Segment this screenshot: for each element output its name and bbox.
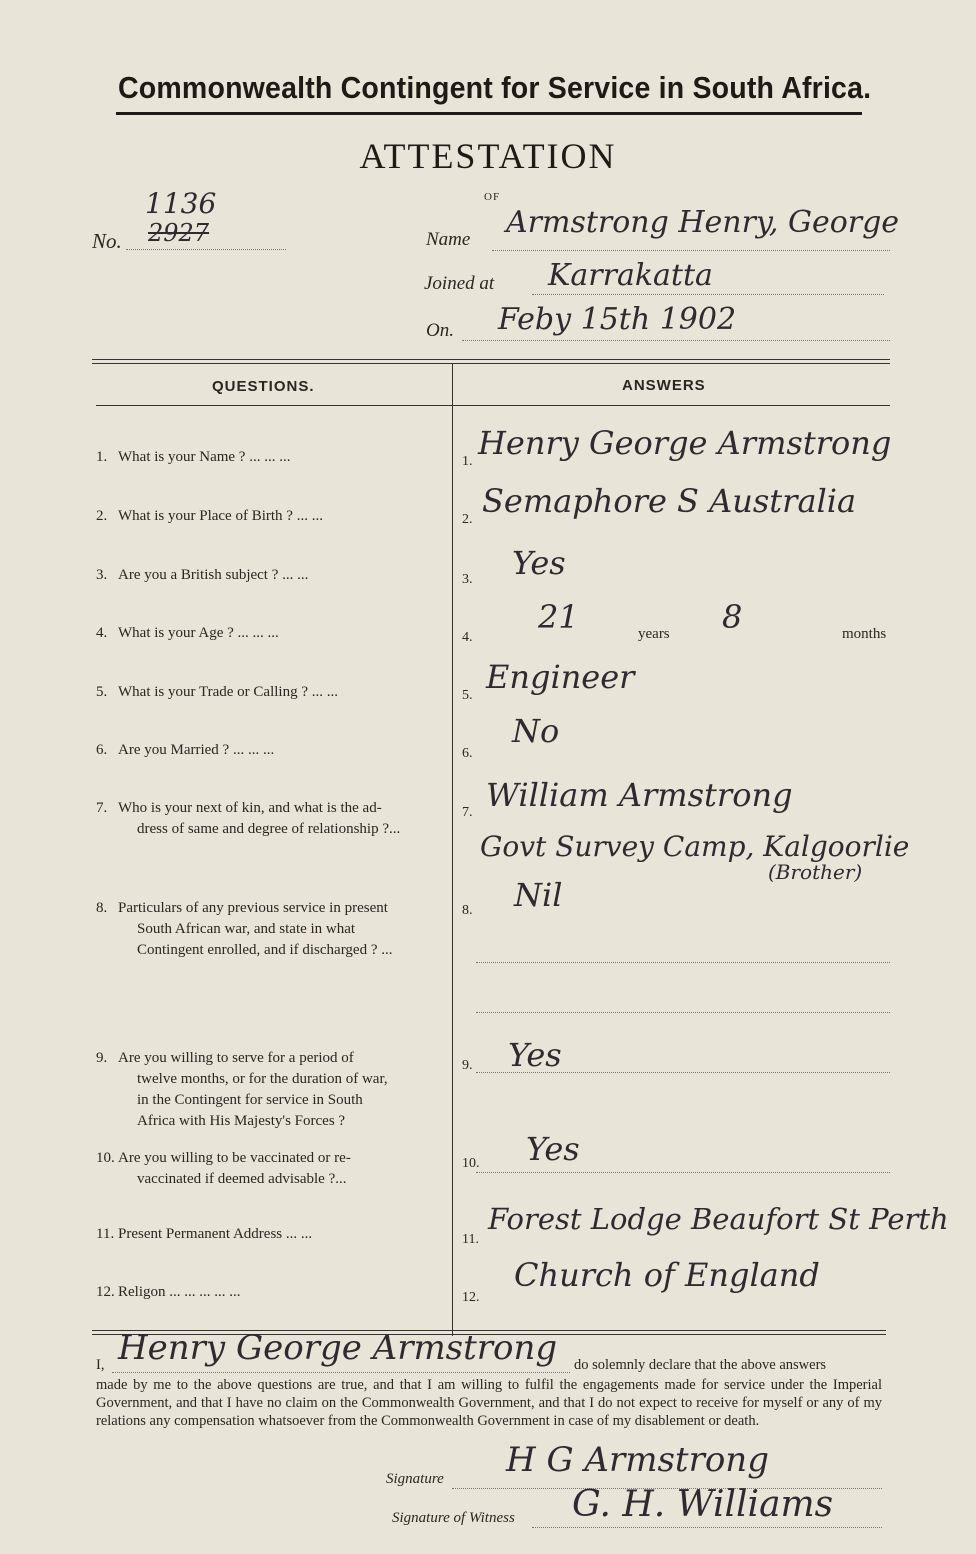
answer-value: Engineer (486, 658, 635, 696)
header-underline (116, 112, 862, 115)
answer-value-line2: Govt Survey Camp, Kalgoorlie (480, 830, 910, 863)
name-value: Armstrong Henry, George (506, 205, 900, 240)
answer-blank-line (476, 962, 890, 963)
question-number: 7. (96, 800, 108, 816)
question-number: 5. (96, 684, 108, 700)
table-top-rule (92, 359, 890, 360)
answer-value: Henry George Armstrong (478, 424, 892, 462)
signature-label: Signature (386, 1471, 444, 1487)
question-row (96, 623, 448, 644)
question-row (96, 898, 448, 961)
question-text: Are you willing to be vaccinated or re- (118, 1150, 351, 1166)
answer-number: 1. (462, 454, 473, 469)
answer-number: 4. (462, 630, 473, 645)
joined-label: Joined at (424, 273, 495, 294)
question-text: What is your Place of Birth ? ... ... (118, 508, 323, 524)
question-text: What is your Trade or Calling ? ... ... (118, 684, 338, 700)
answer-value: Yes (512, 544, 566, 582)
answer-blank-line (476, 1012, 890, 1013)
question-row (96, 1282, 448, 1303)
signature-value: H G Armstrong (506, 1440, 769, 1480)
question-text-cont: South African war, and state in what (137, 921, 356, 937)
answer-number: 3. (462, 572, 473, 587)
answers-header: ANSWERS (622, 377, 706, 394)
question-number: 4. (96, 625, 108, 641)
question-text: Religon ... ... ... ... ... (118, 1284, 241, 1300)
question-row (96, 565, 448, 586)
on-line (462, 340, 890, 341)
table-header-rule (96, 405, 890, 406)
question-number: 8. (96, 900, 108, 916)
question-number: 10. (96, 1150, 115, 1166)
question-row (96, 506, 448, 527)
answer-number: 9. (462, 1058, 473, 1073)
number-line (126, 249, 286, 250)
answer-blank-line (476, 1172, 890, 1173)
age-years-value: 21 (538, 598, 579, 636)
answer-number: 6. (462, 746, 473, 761)
of-label: OF (484, 191, 501, 203)
name-label: Name (426, 229, 471, 250)
answer-value: Nil (514, 876, 563, 914)
name-line (492, 250, 890, 251)
number-original-struck: 2927 (148, 219, 210, 247)
on-label: On. (426, 320, 454, 341)
table-top-rule-2 (92, 363, 890, 364)
joined-value: Karrakatta (548, 258, 713, 293)
question-text-cont: vaccinated if deemed advisable ?... (137, 1171, 347, 1187)
answer-value: Semaphore S Australia (482, 482, 857, 520)
question-number: 2. (96, 508, 108, 524)
question-text-cont: Contingent enrolled, and if discharged ? ... (137, 942, 393, 958)
table-divider (452, 364, 453, 1336)
declaration-tail: do solemnly declare that the above answers (574, 1357, 827, 1373)
answer-number: 5. (462, 688, 473, 703)
question-row (96, 682, 448, 703)
question-row (96, 447, 448, 468)
question-number: 11. (96, 1226, 115, 1242)
question-number: 1. (96, 449, 108, 465)
answer-number: 8. (462, 903, 473, 918)
answer-blank-line (476, 1072, 890, 1073)
number-label: No. (92, 229, 122, 253)
question-text: Particulars of any previous service in present (118, 900, 388, 916)
witness-label: Signature of Witness (392, 1510, 515, 1526)
answer-value: Church of England (514, 1256, 820, 1294)
question-number: 9. (96, 1050, 108, 1066)
question-text-cont: Africa with His Majesty's Forces ? (137, 1113, 346, 1129)
questions-header: QUESTIONS. (212, 378, 315, 395)
question-row (96, 1224, 448, 1245)
answer-value-line3: (Brother) (768, 860, 863, 884)
question-row (96, 740, 448, 761)
question-text: Are you willing to serve for a period of (118, 1050, 354, 1066)
answer-number: 2. (462, 512, 473, 527)
witness-signature-value: G. H. Williams (572, 1484, 834, 1525)
question-text: Are you a British subject ? ... ... (118, 567, 309, 583)
joined-line (532, 294, 884, 295)
question-text-cont: twelve months, or for the duration of war, (137, 1071, 388, 1087)
question-text: What is your Name ? ... ... ... (118, 449, 291, 465)
answer-value: No (512, 712, 560, 750)
question-row (96, 1148, 448, 1190)
answer-value: Forest Lodge Beaufort St Perth (488, 1202, 949, 1236)
form-subtitle: ATTESTATION (359, 136, 617, 176)
question-text-cont: in the Contingent for service in South (137, 1092, 363, 1108)
declaration-name: Henry George Armstrong (118, 1328, 558, 1368)
answer-number: 11. (462, 1232, 479, 1247)
declaration-name-line (112, 1372, 570, 1373)
declaration-prefix: I, (96, 1357, 105, 1373)
answer-number: 12. (462, 1290, 480, 1305)
question-text: Who is your next of kin, and what is the ad- (118, 800, 382, 816)
answer-value: Yes (508, 1036, 562, 1074)
answer-value: Yes (526, 1130, 580, 1168)
question-text: What is your Age ? ... ... ... (118, 625, 279, 641)
form-header-title: Commonwealth Contingent for Service in South Africa. (118, 70, 872, 105)
question-number: 6. (96, 742, 108, 758)
answer-number: 10. (462, 1156, 480, 1171)
declaration-body: made by me to the above questions are true, and that I am willing to fulfil the engagements made for service under the Imperial Government, and that I have no claim on the Commonwealth Government, and that I do not expect to receive for myself or any of my relations any compensation whatsoever from the Commonwealth Government in case of my disablement or death. (96, 1377, 882, 1429)
witness-line (532, 1527, 882, 1528)
number-corrected: 1136 (145, 187, 217, 220)
on-value: Feby 15th 1902 (498, 302, 737, 337)
question-text: Present Permanent Address ... ... (118, 1226, 313, 1242)
years-label: years (638, 626, 670, 642)
question-row (96, 798, 448, 840)
question-number: 3. (96, 567, 108, 583)
months-label: months (842, 626, 887, 642)
question-row (96, 1048, 448, 1132)
answer-value: William Armstrong (486, 776, 793, 814)
answer-number: 7. (462, 805, 473, 820)
question-number: 12. (96, 1284, 115, 1300)
age-months-value: 8 (722, 598, 743, 636)
question-text-cont: dress of same and degree of relationship ?... (137, 821, 401, 837)
question-text: Are you Married ? ... ... ... (118, 742, 275, 758)
